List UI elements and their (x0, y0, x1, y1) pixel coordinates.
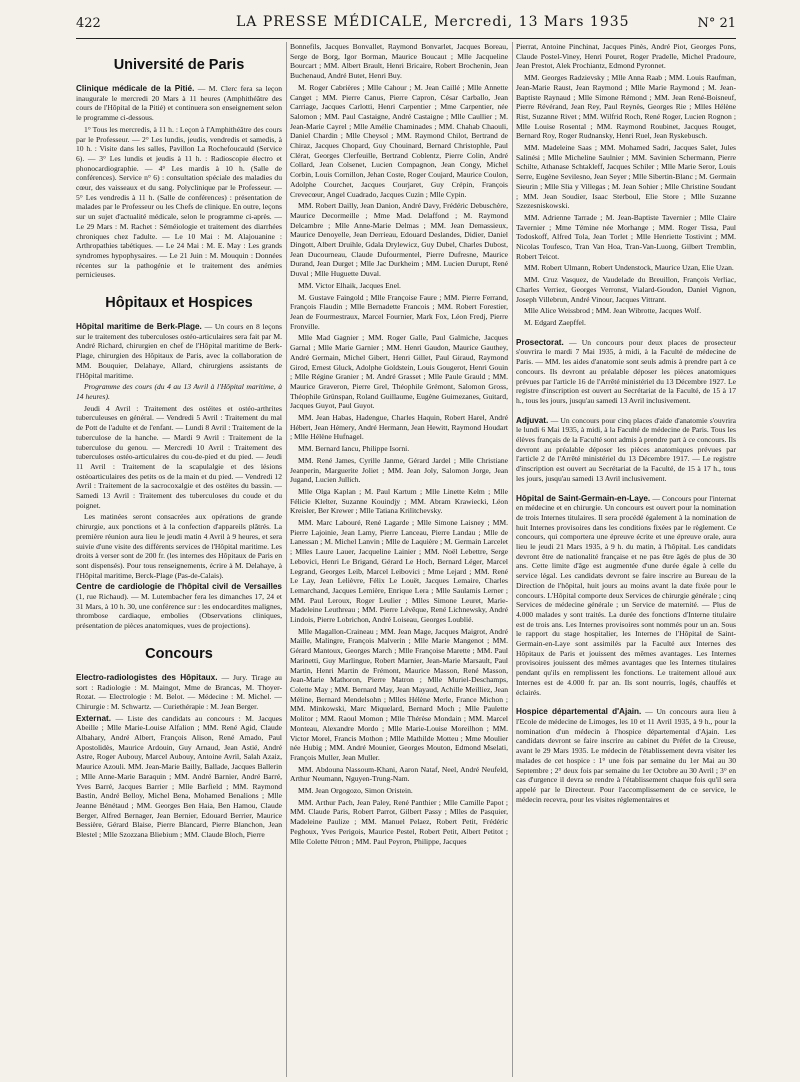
article-text: MM. Victor Elhaik, Jacques Enel. (298, 280, 401, 290)
article-text: M. Gustave Faingold ; Mlle Françoise Faure ; MM. Pierre Ferrand, François Flaudin ; Mlle Bernadette Francois ; MM. Robert Forestier, Jean de Fourmestraux, Marcel Fournier, Mark Fox, Léon Fredj, Pierre Fronville. (290, 292, 508, 331)
column-separator (512, 42, 513, 1077)
article-text: — Liste des candidats au concours : M. Jacques Abeille ; Mlle Marie-Louise Alfalion ; MM. René Agid, Claude Albahary, André Albert, François Alison, René Amado, Paul Apostolidès, Maurice Ardouin, Guy Arnaud, Jean Astié, André Astre, Roger Aubouy, Marcel Aubouy, Antoine Avril, Salah Azaiz, Maurice Azouli. MM. Jean-Marie Bailly, Ballade, Jacques Ballerin ; Mlle Anne-Marie Baraquin ; MM. André Barnier, André Barré, Yves Barré, Jacques Barrier ; Mlle Barfield ; MM. Raymond Bastin, André Belloy, Michel Bena, Mohamed Benalions ; Mlle Jeanne Bénétaud ; MM. Georges Ben Haia, Ben Hamou, Claude Berger, Alfred Bernager, Jean Bernier, Edouard Berrier, Maurice Bessière, Gérard Blaise, Pierre Blancard, Pierre Blanchon, Jean Blestel ; Mlle Szozzana Bliebium ; MM. Claude Bloch, Pierre (76, 713, 282, 840)
article-text: 1° Tous les mercredis, à 11 h. : Leçon à l'Amphithéâtre des cours par le Professeur. — 2° Les lundis, jeudis, vendredis et samedis, à 10 h. : Visite dans les salles, Pavillon La Rochefoucauld (Service 6). — 3° Les lundis et jeudis à 11 h. : Radioscopie électro et phonocardiographie. — 4° Les mardis à 10 h. (Salle de conférences). Service n° 6) : consultation spéciale des maladies du cœur, des vaisseaux et du sang. Polyclinique par le Professeur. — 5° Les vendredis à 11 h. (Salle de conférences) : présentation de malades par le Professeur ou les Chefs de clinique. En outre, leçons sur un sujet d'actualité médicale, selon le programme ci-après. — Le 29 Mars : M. Rachet : Séméiologie et traitement des diarrhées chroniques chez l'adulte. — Le 10 Mai : M. Alajouanine : Arthropathies tabétiques. — Le 24 Mai : M. E. May : Les grands syndromes hypophysaires. — Le 21 Juin : M. Mouquin : Données récentes sur la pathogénie et le traitement des anémies pernicieuses. (76, 124, 282, 280)
article-text: MM. Robert Ulmann, Robert Undenstock, Maurice Uzan, Elie Uzan. (524, 263, 734, 273)
page-header (76, 14, 736, 36)
article-text: Mlle Mad Gagnier ; MM. Roger Galle, Paul Galmiche, Jacques Garnal ; Mlle Marie Garnier ; MM. Henri Gaudon, Maurice Gauthey, André Germain, Michel Gibert, Henri Gillet, Paul Giraud, Raymond Girod, Ernest Gluck, Adolphe Goldstein, Louis Gougerot, Henri Gouin ; Mlle Régine Granier ; M. André Grasset ; Mlle Paule Grauld ; MM. Maurice Graveron, Pierre Grel, Théophile Grémont, Salomon Gross, Théophile Grünspan, Roland Guillaume, Eugène Guimezanes, Guitard, Jacques Guyot, Paul Guyot. (290, 333, 508, 411)
article-text: — Un cours en 8 leçons sur le traitement des tuberculoses ostéo-articulaires sera fait par M. André Richard, chirurgien en chef de l'Hôpital maritime de Berk-Plage, chirurgien des Hôpitaux de Paris, avec la collaboration de MM. Bouquier, Delahaye, Allard, chirurgiens assistants de l'Hôpital maritime. (76, 322, 282, 380)
article-text: MM. Georges Radzievsky ; Mlle Anna Raab ; MM. Louis Raufman, Jean-Marie Raust, Jean Raymond ; Mlle Marie Raymond ; M. Jean-Baptiste Raynaud ; Mlle Simone Rémond ; MM. Jean René-Boisneuf, Pierre Révérand, Jean Rey, Paul Reynès, Georges Rie ; Mlles Hélène Rist, Suzanne Rivet ; MM. Wilfrid Roch, René Roger, Lucien Rognon ; Mlle Louise Rosental ; MM. Raymond Roubinet, Jacques Rouget, Bernard Roy, Roger Rudnansky, Henri Ruel, Jean Ryskebusch. (516, 73, 736, 141)
article-text: MM. Jean Habas, Hadengue, Charles Haquin, Robert Harel, André Hébert, Jean Hémery, André Hermann, Jean Hewitt, Raymond Houdart ; Mlle Hélène Hufnagel. (290, 413, 508, 442)
column-3 (516, 42, 736, 1077)
article-heading: Clinique médicale de la Pitié. (76, 84, 195, 93)
article-text: Jeudi 4 Avril : Traitement des ostéites et ostéo-arthrites tuberculeuses en général. — Vendredi 5 Avril : Traitement du mal de Pott de l'adulte et de l'enfant. — Lundi 8 Avril : Traitement de la tuberculose de la hanche. — Mardi 9 Avril : Traitement de la tuberculose du genou. — Mercredi 10 Avril : Traitement des tuberculoses ostéo-articulaires du cou-de-pied et du pied. — Jeudi 11 Avril : Traitement de la scapulalgie et des lésions ostéoarticulaires des petits os de la main et du pied. — Vendredi 12 Avril : Traitement de la sacrocoxalgie et des ostéites du bassin. — Samedi 13 Avril : Traitement des tuberculoses du coude et du poignet. (76, 403, 282, 510)
article-text: — Un concours pour deux places de prosecteur s'ouvrira le mardi 7 Mai 1935, à midi, à la Faculté de médecine de Paris. — MM. les aides d'anatomie sont seuls admis à prendre part à ce concours. Ils devront au préalable déposer les pièces anatomiques prévues par l'article 16 de l'Arrêté ministériel du 13 Décembre 1927. Le registre d'inscription est ouvert au Secrétariat de la Faculté, de 15 à 17 h., tous les jours, jusqu'au samedi 13 Avril inclusivement. (516, 337, 736, 405)
article-text: (1, rue Richaud). — M. Lutembacher fera les dimanches 17, 24 et 31 Mars, à 10 h. 30, une conférence sur : les endocardites malignes, thrombose cardiaque, embolies (Observations cliniques, présentation de pièces anatomiques, vues de projections). (76, 592, 282, 631)
page-number: 422 (76, 16, 101, 31)
article-text: MM. Adrienne Tarrade ; M. Jean-Baptiste Tavernier ; Mlle Claire Tavernier ; Mme Témine née Morhange ; MM. Roger Tissa, Paul Todoskoff, Alfred Tola, Jean Torlet ; Mlle Henriette Tostivint ; MM. Nicolas Toufesco, Tran Van Hoa, Tran-Van-Luong, Gilbert Tremblin, Robert Teicot. (516, 212, 736, 261)
publication-title: LA PRESSE MÉDICALE, Mercredi, 13 Mars 1935 (236, 14, 630, 30)
article-externat (76, 714, 282, 840)
issue-number: N° 21 (697, 16, 736, 31)
article-text: Programme des cours (du 4 au 13 Avril à l'Hôpital maritime, à 14 heures). (76, 382, 282, 401)
article-text: — Un concours aura lieu à l'Ecole de médecine de Limoges, les 10 et 11 Avril 1935, à 9 h., pour la nomination d'un médecin à l'hospice départemental d'Ajain. Les candidats devront se faire inscrire au cabinet du Préfet de la Creuse, avant le 29 Mars 1935. Le médecin de l'établissement devra visiter les malades de cet hospice : 1° une fois par semaine du 1er Mai au 30 Septembre ; 2° deux fois par semaine du 1er Octobre au 30 Avril ; 3° en cas d'urgence il devra se rendre à l'établissement chaque fois qu'il sera appelé par le Directeur. Pour l'accomplissement de ce service, le médecin recevra, pour les visites réglementaires et (516, 707, 736, 804)
column-separator (286, 42, 287, 1077)
article-text: — Concours pour l'internat en médecine et en chirurgie. Un concours est ouvert pour la nomination de trois Internes titulaires. Il sera procédé également à la nomination de huit Internes provisoires dans les conditions fixées par le règlement. Ce concours, qui comportera une épreuve écrite et une épreuve orale, aura lieu le jeudi 21 Mars 1935, à 9 h. du matin, à l'hôpital. Les candidats devront être de nationalité française et ne pas être âgés de plus de 30 ans. Cette limite d'âge est augmentée d'une durée égale à celle du service légal. Les candidats devront se faire inscrire au Bureau de la Direction de l'hôpital, huit jours au moins avant la date fixée pour le concours. L'Hôpital comporte deux Services de chirurgie générale ; cinq Services de médecine générale ; un Service de maternité. — Plus de 4.000 malades y sont traités. La durée des fonctions d'Interne titulaire est de trois ans. Les Internes provisoires sont nommés pour un an. Sous le rapport du stage hospitalier, les Internes de l'Hôpital de Saint-Germain-en-Laye sont assimilés par la Faculté aux Internes des Hôpitaux de Paris et jouissent des mêmes avantages. Les Internes provisoires jouissent des mêmes avantages que les Internes titulaires pendant qu'ils en remplissent les fonctions. Le traitement alloué aux Internes est de 4.000 fr. par an. Ils sont nourris, logés, chauffés et éclairés. (516, 493, 736, 697)
section-title-concours: Concours (145, 645, 213, 662)
article-text: Mlle Magallon-Craineau ; MM. Jean Mage, Jacques Maigrot, André Maille, Malingre, François Malverin ; Mlle Marie Mangenot ; MM. Gérard Mantoux, Georges March ; Mlle Françoise Marette ; MM. Paul Marinetti, Guy Marlingue, Robert Marnier, Jean-Marie Marsault, Paul Martin, Henri Martin de Frémont, Maurice Masson, René Masson, Jean-Marie Mathoron, Pierre Matron ; Mlle Muriel-Deschamps, Colette May ; MM. Bernard May, Jean Mayaud, Achille Meilliez, Jean Méline, Bernard Mendelsohn ; Mlles Hélène Merle, France Michon ; MM. Minkowski, Marc Miquelard, Bernard Moch ; Mlle Paulette Molitor ; MM. Raoul Momon ; Mlle Thérèse Mondain ; MM. Marcel Monteau, Alexandre Mordo ; Mlle Marie-Louise Moreilhon ; MM. Victor Morel, Francis Mothon ; Mlle Mathilde Motteu ; Mme Moulier née Hubig ; MM. André Mounier, Georges Mouton, Edmond Mselati, François Muller, Jean Muller. (290, 626, 508, 762)
column-2 (290, 42, 508, 1077)
article-heading: Centre de cardiologie de l'hôpital civil de Versailles (76, 582, 282, 592)
column-1 (76, 42, 282, 1077)
article-heading: Hospice départemental d'Ajain. (516, 707, 642, 717)
article-text: MM. Abdouna Nassoum-Khani, Aaron Nataf, Neel, André Neufeld, Arthur Neumann, Nguyen-Trung-Nam. (290, 764, 508, 784)
header-rule (76, 38, 736, 39)
article-heading: Adjuvat. (516, 415, 549, 425)
article-adjuvat (516, 416, 736, 484)
section-title-universite: Université de Paris (113, 57, 245, 73)
article-versailles (76, 582, 282, 631)
article-text: MM. Bernard Iancu, Philippe Isorni. (298, 444, 410, 454)
article-clinique (76, 84, 282, 123)
article-heading: Hôpital maritime de Berk-Plage. (76, 322, 202, 332)
article-ajain (516, 707, 736, 804)
article-heading: Prosectorat. (516, 337, 564, 347)
article-text: MM. Robert Dailly, Jean Danion, André Davy, Frédéric Debuschère, Maurice Decormeille ; Mme Mad. Delaffond ; M. Raymond Delcambre ; Mlle Anne-Marie Delmas ; MM. Jean Demassieux, Maurice Denoyelle, Jean Derrieau, Edouard Deslandes, Didier, Daniel Dingott, Albert Druihle, Gdala Drylewicz, Guy Dubel, Charles Dubost, Jean Ducourneau, Claude Dufourmentel, Pierre Dufresne, Maurice Durand, Jean Durget ; Mlle Jac Durkheim ; MM. Lucien Durupt, René Duval ; Mlle Huguette Duval. (290, 201, 508, 279)
article-text: Les matinées seront consacrées aux opérations de grande chirurgie, aux ponctions et à la confection d'appareils plâtrés. La première réunion aura lieu le jeudi matin 4 Avril à 9 heures, et sera suivie d'une visite des différents services de l'Hôpital maritime. Les droits à verser sont de 200 fr. (les internes des Hôpitaux de Paris en sont dispensés). Pour tous renseignements, écrire à M. Delahaye, à l'Hôpital maritime, Berck-Plage (Pas-de-Calais). (76, 512, 282, 580)
article-text: MM. René James, Cyrille Janme, Gérard Jardel ; Mlle Christiane Jeanperin, Marguerite Joliet ; MM. Jean Joly, Salomon Jorge, Jean Jugand, Lucien Jullich. (290, 455, 508, 485)
article-text: MM. Jean Orgogozo, Simon Oristein. (298, 786, 413, 796)
article-text: — Un concours pour cinq places d'aide d'anatomie s'ouvrira le lundi 6 Mai 1935, à midi, à la Faculté de médecine de Paris. Tous les élèves français de la Faculté sont admis à prendre part à ce concours. Ils devront au préalable déposer les pièces anatomiques prévues par l'article 2 de l'Arrêté ministériel du 13 Décembre 1917. — Le registre d'inscription est ouvert au Secrétariat de la Faculté, de 15 à 17 h., tous les jours, jusqu'au samedi 13 Avril inclusivement. (516, 415, 736, 483)
article-heading: Hôpital de Saint-Germain-en-Laye. (516, 493, 651, 503)
article-text: MM. Marc Labouré, René Lagarde ; Mlle Simone Laisney ; MM. Pierre Lajoinie, Jean Lamy, Pierre Lanceau, Pierre Landau ; Mlle de Lanessan ; M. Michel Lanvin ; Mlle de Laquière ; M. Germain Larcelet ; Mlles Laure Lauer, Jacqueline Lainier ; MM. Noël Lebettre, Serge Lebovici, Henri Le Brigand, Gérard Le Hoch, Bernard Léger, Marcel Legrand, Georges Leib, Marcel Leibovici ; Mme Lejard ; MM. René Le Lay, Jean Lelièvre, Félix Le Louët, Jacques Lemaire, Charles Lemarchand, Jacques Lemière, Enrique Lera ; Mlle Saulamis Lerner ; MM. Paul Leroux, Roger Leulier ; Mlles Simone Leuret, Marie-Madeleine Leuthreau ; MM. Pierre Lévêque, René Lichnewsky, André Lindois, Pierre Lobrichon, André Loiseau, Georges Loublié. (290, 518, 508, 625)
article-text: Mlle Alice Weissbrod ; MM. Jean Wibrotte, Jacques Wolf. (524, 306, 702, 316)
article-text: M. Roger Cabrières ; Mlle Cahour ; M. Jean Caillé ; Mlle Annette Canget ; MM. Pierre Canus, Pierre Capron, César Carballo, Jean Carriage, Jacques Carlotti, Henri Carpentier ; Mme Carpentier, née Salomon ; MM. Paul Castaigne, André Castaigne ; Mlle Caullier ; M. Jean-Marie Cayrel ; Mlle Amélie Chaminades ; MM. Chahab Chaouli, Daniel Chardin ; Mlle Cheysol ; MM. Raymond Chilot, Bertrand de Chiraz, Jacques Chopard, Guy Chouinard, Bernard Christophle, Paul Clérat, Georges Clerfeuille, Bertrand Coblentz, Pierre Colin, André Collard, Jean Colsenet, Lucien Compagnon, Jean Congy, Michel Corbin, Louis Cornillon, Jehan Coste, Roger Coujard, Maurice Coulon, Adolphe Courchet, Jacques Courjaret, Guy Crépin, François Crevecœur, Angel Cuadrado, Jacques Cuzin ; Mlle Cypin. (290, 82, 508, 199)
article-text: MM. Madeleine Saas ; MM. Mohamed Sadri, Jacques Salet, Jules Salinési ; Mlle Micheline Saulnier ; MM. Savinien Schermann, Pierre Schilte, Athanase Schtakleff, Jacques Schiler ; Mlle Marie Seror, Louis Serre, Eugène Sevilesno, Jean Seyer ; Mlle Sibertin-Blanc ; M. Germain Sieurin ; Mlle Slia y Villegas ; M. Jean Sohier ; Mlle Christine Soudant ; MM. Jean Soudier, Isaac Sterboul, Elie Store ; Mlle Suzanne Szezesniskowski. (516, 143, 736, 211)
article-stgermain (516, 494, 736, 698)
article-text: MM. Cruz Vasquez, de Vaudelade du Breuillon, François Verliac, Charles Verriez, Georges Verronst, Vialard-Goudon, Daniel Vignon, Joseph Villebrun, André Vinour, Jacques Vittrant. (516, 275, 736, 304)
article-text: Pierrat, Antoine Pinchinat, Jacques Pinès, André Piot, Georges Pons, Claude Postel-Viney, Henri Pouret, Roger Pradelle, Michel Pradoure, Jean Prestot, Alek Prochiantz, Edmond Pyronnet. (516, 42, 736, 71)
article-berk (76, 322, 282, 380)
article-heading: Electro-radiologistes des Hôpitaux. (76, 672, 218, 682)
article-text: — M. Clerc fera sa leçon inaugurale le mercredi 20 Mars à 11 heures (Amphithéâtre des cours de l'Hôpital de la Pitié) et continuera son enseignement selon le programme ci-dessous. (76, 84, 282, 123)
article-text: Mlle Olga Kaplan ; M. Paul Kartum ; Mlle Linette Kelm ; Mlle Félicie Klelter, Suzanne Kouindjy ; MM. Abram Krawiecki, Léon Kreisler, Ber Krewer ; Mlle Tatiana Krilitchevsky. (290, 486, 508, 516)
article-text: Bonnefils, Jacques Bonvallet, Raymond Bonvarlet, Jacques Boreau, Serge de Borg, Igor Borman, Maurice Boucaut ; Mlle Jacqueline Bourcart ; MM. Albert Brault, Henri Bricaire, Robert Brochenin, Jean Buchenaud, André Butet, Henri Buy. (290, 42, 508, 81)
article-text: MM. Arthur Pach, Jean Paley, René Panthier ; Mlle Camille Papot ; MM. Claude Paris, Robert Parrot, Gilbert Passy ; Mlles de Pasquier, Madeleine Paulize ; MM. Manuel Pelaez, Robert Petit, Frédéric Peghoux, Yves Perigois, Maurice Pestel, Robert Petit, Albert Petitot ; Mlle Colette Pétron ; MM. Paul Peyron, Philippe, Jacques (290, 797, 508, 846)
article-radio (76, 673, 282, 712)
article-heading: Externat. (76, 713, 112, 723)
section-title-hopitaux: Hôpitaux et Hospices (105, 295, 253, 312)
article-prosectorat (516, 338, 736, 406)
article-text: — Jury. Tirage au sort : Radiologie : M. Maingot, Mme de Brancas, M. Thoyer-Rozat. — Electrologie : M. Belot. — Médecine : M. Michel. — Chirurgie : M. Schwartz. — Curiethérapie : M. Jean Berger. (76, 672, 282, 711)
article-text: M. Edgard Zaepffel. (524, 317, 586, 327)
